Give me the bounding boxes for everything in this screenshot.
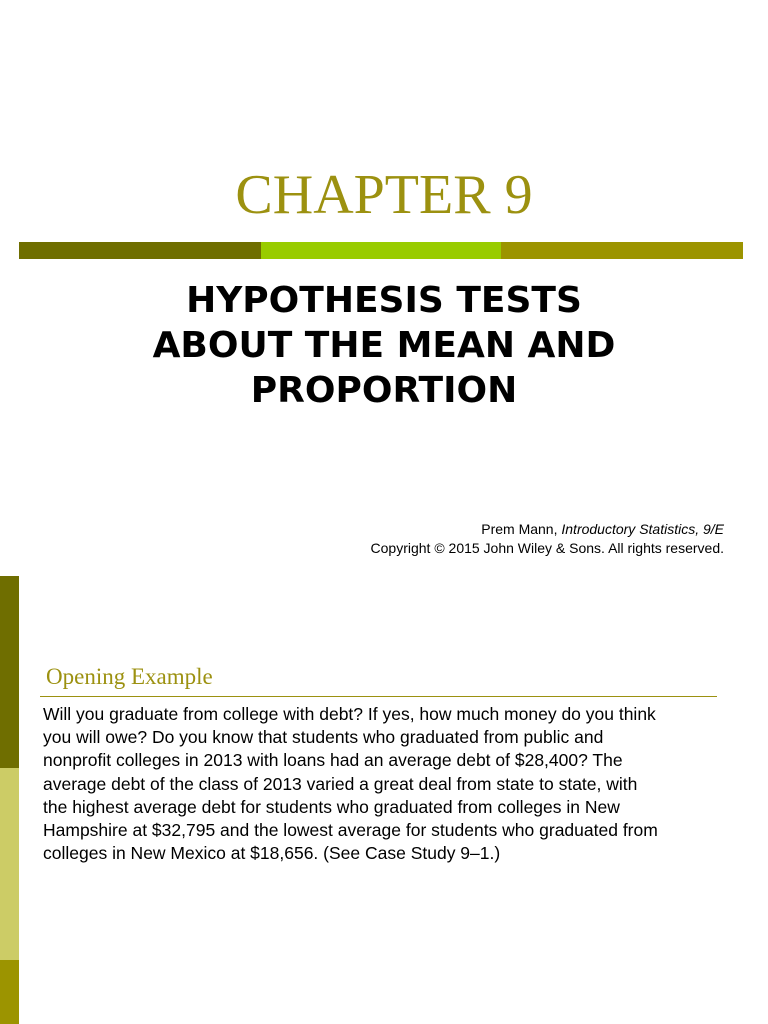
heading-underline bbox=[40, 696, 717, 697]
body-line: Will you graduate from college with debt? If yes, how much money do you think bbox=[43, 704, 656, 724]
body-line: average debt of the class of 2013 varied a great deal from state to state, with bbox=[43, 773, 638, 794]
divider-segment-light bbox=[261, 242, 501, 259]
credit-copyright: Copyright © 2015 John Wiley & Sons. All rights reserved. bbox=[370, 540, 724, 556]
opening-example-slide bbox=[0, 576, 768, 1024]
body-line: the highest average debt for students who graduated from colleges in New bbox=[43, 796, 620, 817]
title-line-3: PROPORTION bbox=[250, 370, 518, 411]
side-bar-segment-middle bbox=[0, 768, 19, 960]
body-line: colleges in New Mexico at $18,656. (See Case Study 9–1.) bbox=[43, 843, 501, 864]
body-paragraph bbox=[43, 703, 733, 865]
section-heading: Opening Example bbox=[46, 664, 213, 689]
side-bar-segment-top bbox=[0, 576, 19, 768]
body-line: you will owe? Do you know that students who graduated from public and bbox=[43, 727, 604, 748]
title-line-2: ABOUT THE MEAN AND bbox=[152, 325, 616, 366]
title-line-1: HYPOTHESIS TESTS bbox=[186, 280, 582, 321]
credit-book-title: Introductory Statistics, 9/E bbox=[561, 521, 724, 537]
credit-block bbox=[371, 520, 724, 558]
credit-author: Prem Mann, bbox=[481, 521, 562, 537]
credit-author-line bbox=[371, 520, 724, 539]
slide-main-title bbox=[0, 278, 768, 413]
divider-segment-dark bbox=[19, 242, 261, 259]
body-line: nonprofit colleges in 2013 with loans had an average debt of $28,400? The bbox=[43, 750, 623, 771]
body-line: Hampshire at $32,795 and the lowest average for students who graduated from bbox=[43, 820, 658, 841]
divider-segment-mid bbox=[501, 242, 743, 259]
title-divider-bar bbox=[19, 242, 743, 259]
side-bar-segment-bottom bbox=[0, 960, 19, 1024]
chapter-title: CHAPTER 9 bbox=[235, 164, 533, 226]
side-accent-bar bbox=[0, 576, 19, 1024]
